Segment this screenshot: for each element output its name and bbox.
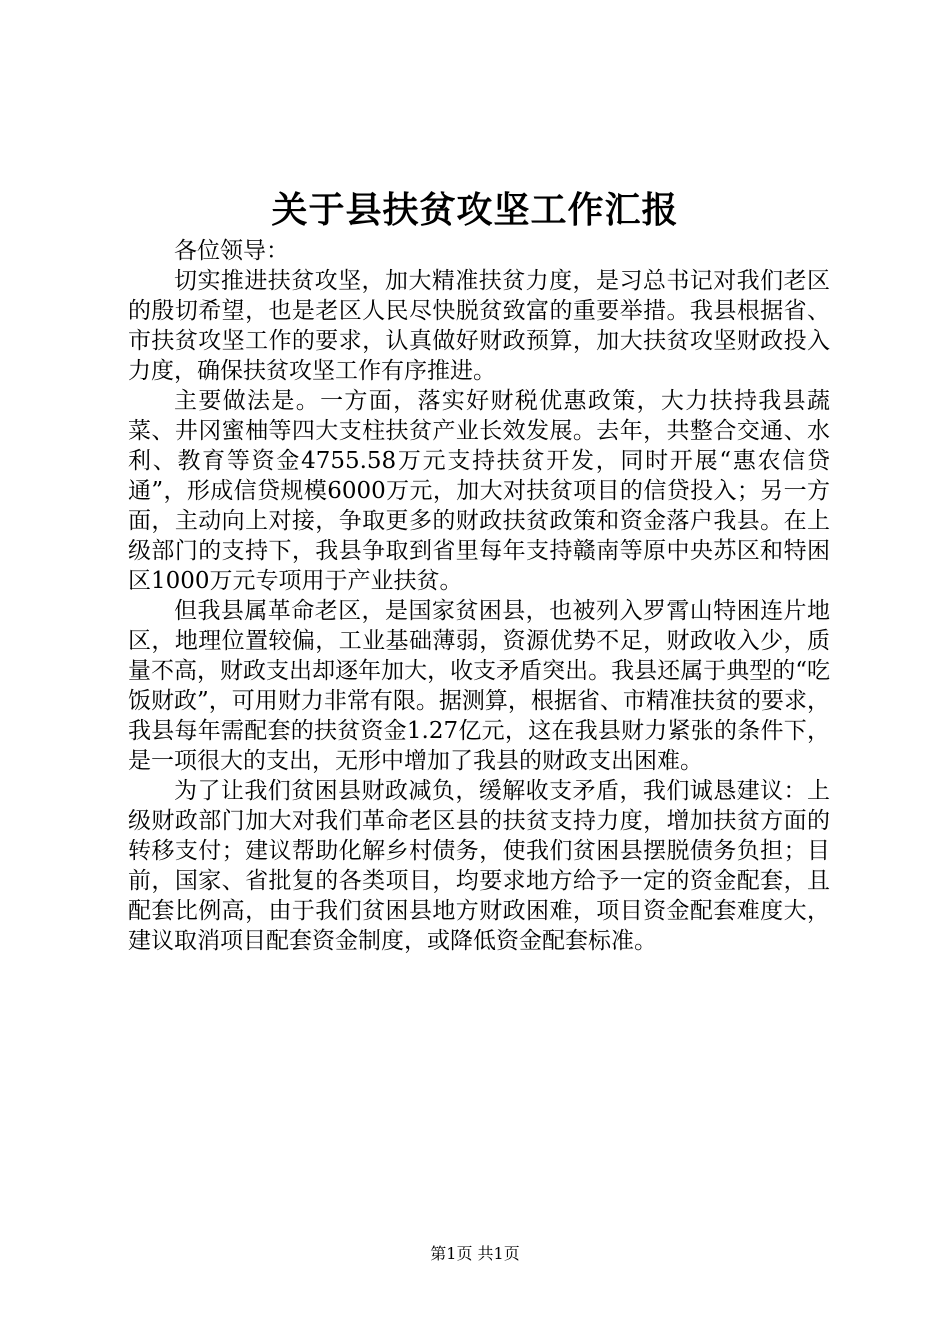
- paragraph-3: 但我县属革命老区，是国家贫困县，也被列入罗霄山特困连片地区，地理位置较偏，工业基础薄弱，资源优势不足，财政收入少，质量不高，财政支出却逐年加大，收支矛盾突出。我县还属于典型的“吃饭财政”，可用财力非常有限。据测算，根据省、市精准扶贫的要求，我县每年需配套的扶贫资金1.27亿元，这在我县财力紧张的条件下，是一项很大的支出，无形中增加了我县的财政支出困难。: [128, 598, 830, 774]
- document-title: 关于县扶贫攻坚工作汇报: [271, 189, 679, 231]
- paragraph-1: 切实推进扶贫攻坚，加大精准扶贫力度，是习总书记对我们老区的殷切希望，也是老区人民尽快脱贫致富的重要举措。我县根据省、市扶贫攻坚工作的要求，认真做好财政预算，加大扶贫攻坚财政投入力度，确保扶贫攻坚工作有序推进。: [128, 268, 830, 384]
- paragraph-2: 主要做法是。一方面，落实好财税优惠政策，大力扶持我县蔬菜、井冈蜜柚等四大支柱扶贫产业长效发展。去年，共整合交通、水利、教育等资金4755.58万元支持扶贫开发，同时开展“惠农信贷通”，形成信贷规模6000万元，加大对扶贫项目的信贷投入；另一方面，主动向上对接，争取更多的财政扶贫政策和资金落户我县。在上级部门的支持下，我县争取到省里每年支持赣南等原中央苏区和特困区1000万元专项用于产业扶贫。: [128, 388, 830, 594]
- salutation: 各位领导：: [174, 238, 289, 264]
- paragraph-4: 为了让我们贫困县财政减负，缓解收支矛盾，我们诚恳建议：上级财政部门加大对我们革命老区县的扶贫支持力度，增加扶贫方面的转移支付；建议帮助化解乡村债务，使我们贫困县摆脱债务负担；目前，国家、省批复的各类项目，均要求地方给予一定的资金配套，且配套比例高，由于我们贫困县地方财政困难，项目资金配套难度大，建议取消项目配套资金制度，或降低资金配套标准。: [128, 778, 830, 954]
- page-footer: 第1页 共1页: [430, 1244, 520, 1263]
- document-body: [128, 236, 830, 956]
